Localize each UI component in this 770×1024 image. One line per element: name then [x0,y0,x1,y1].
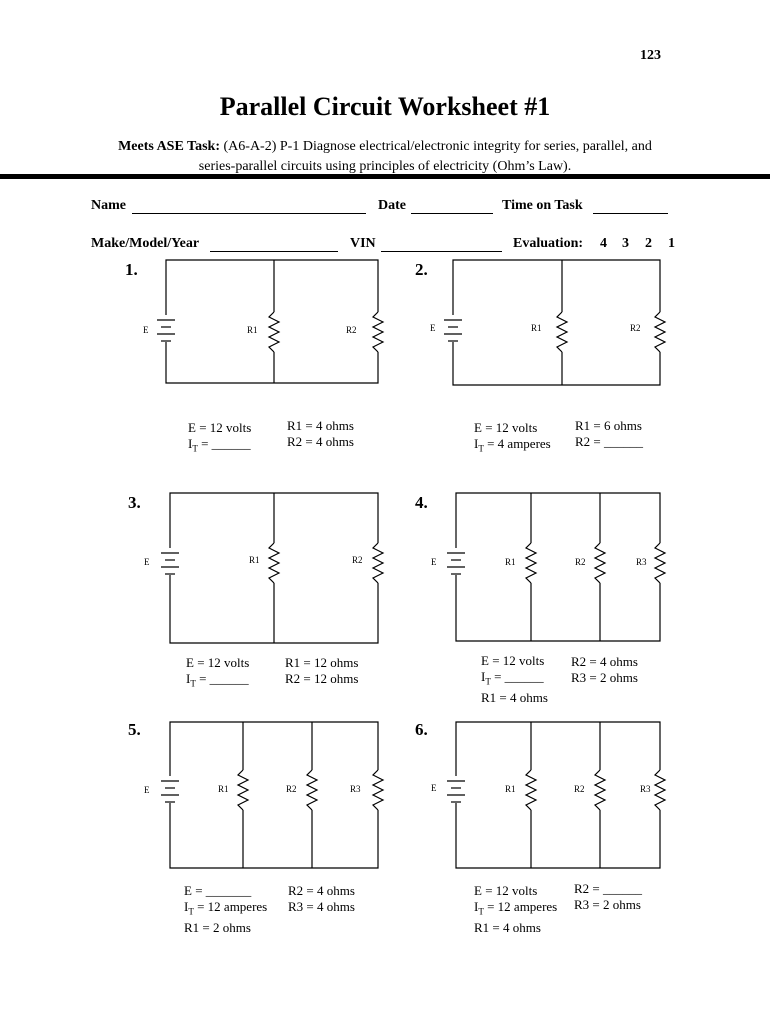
circuit-5-r3-label: R3 [350,784,361,794]
circuit-1 [157,260,383,383]
battery-icon [157,320,175,341]
resistor-r2-icon [307,770,317,810]
problem-5-number: 5. [128,720,141,739]
given-value: R3 = 2 ohms [574,897,641,912]
circuit-2-source-label: E [430,323,436,333]
circuit-4-r1-label: R1 [505,557,516,567]
circuit-6-r3-label: R3 [640,784,651,794]
circuit-4-r3-label: R3 [636,557,647,567]
evaluation-label: Evaluation: [513,236,584,251]
problem-3-given-right [285,655,358,687]
circuit-3-r2-label: R2 [352,555,363,565]
circuit-5-r2-label: R2 [286,784,297,794]
resistor-r1-icon [269,312,279,352]
resistor-r1-icon [557,312,567,352]
circuit-5 [161,722,383,868]
problem-4-number: 4. [415,493,428,512]
time-on-task-label: Time on Task [502,198,583,213]
problem-2-number: 2. [415,260,428,279]
resistor-r1-icon [269,543,279,583]
given-value: R2 = 4 ohms [571,654,638,669]
total-current-value: $I_T = 12$ amperes [474,899,558,917]
problem-4-given-right [571,654,638,686]
problem-6-given-right [574,881,642,913]
given-value: R1 = 12 ohms [285,655,359,670]
circuit-2-r1-label: R1 [531,323,542,333]
circuit-6-r1-label: R1 [505,784,516,794]
battery-icon [447,781,465,802]
problem-6-given-left [474,883,557,936]
given-value: R2 = ______ [575,434,644,449]
circuit-1-r1-label: R1 [247,325,258,335]
given-value: R1 = 2 ohms [184,919,251,935]
problem-3-given-left [186,655,249,692]
date-label: Date [378,198,406,213]
circuit-3 [161,493,383,643]
evaluation-score-1[interactable]: 1 [668,236,675,251]
resistor-r3-icon [655,543,665,583]
given-value: R2 = 4 ohms [288,883,355,898]
given-value: R1 = 4 ohms [474,919,541,935]
circuit-6-r2-label: R2 [574,784,585,794]
page-number: 123 [640,48,661,63]
circuit-5-r1-label: R1 [218,784,229,794]
problem-1-given-right [287,418,354,450]
problem-3-number: 3. [128,493,141,512]
resistor-r1-icon [526,543,536,583]
problem-5-given-left [184,883,267,936]
resistor-r2-icon [373,312,383,352]
given-value: E = 12 volts [188,420,252,435]
ase-task-label: Meets ASE Task: [118,139,221,154]
total-current-value: $I_T$ = ______ [481,669,544,687]
vin-label: VIN [350,236,376,251]
circuit-6-source-label: E [431,783,437,793]
resistor-r2-icon [595,770,605,810]
resistor-r2-icon [595,543,605,583]
given-value: E = 12 volts [186,655,250,670]
given-value: R1 = 4 ohms [287,418,354,433]
total-current-value: $I_T = 12$ amperes [184,899,268,917]
evaluation-score-2[interactable]: 2 [645,236,652,251]
circuit-1-r2-label: R2 [346,325,357,335]
resistor-r3-icon [373,770,383,810]
circuit-4 [447,493,665,641]
resistor-r1-icon [238,770,248,810]
given-value: E = 12 volts [474,883,538,898]
given-value: R2 = 4 ohms [287,434,354,449]
given-value: R2 = ______ [574,881,643,896]
resistor-r3-icon [655,770,665,810]
circuit-3-source-label: E [144,557,150,567]
circuit-4-r2-label: R2 [575,557,586,567]
problem-1-given-left [188,420,251,457]
battery-icon [161,781,179,802]
given-value: R1 = 6 ohms [575,418,642,433]
ase-task-text-1: (A6-A-2) P-1 Diagnose electrical/electronic integrity for series, parallel, and [223,139,652,154]
name-label: Name [91,198,126,213]
battery-icon [161,553,179,574]
given-value: E = 12 volts [481,653,545,668]
problem-2-given-right [575,418,643,450]
evaluation-score-4[interactable]: 4 [600,236,607,251]
circuit-2-r2-label: R2 [630,323,641,333]
problem-6-number: 6. [415,720,428,739]
make-model-year-label: Make/Model/Year [91,236,200,251]
circuit-5-source-label: E [144,785,150,795]
given-value: R1 = 4 ohms [481,689,548,705]
circuit-6 [447,722,665,868]
given-value: E = 12 volts [474,420,538,435]
problem-5-given-right [288,883,355,915]
total-current-value: $I_T$ = ______ [186,671,249,689]
given-value: R3 = 2 ohms [571,670,638,685]
resistor-r2-icon [373,543,383,583]
given-value: E = _______ [184,883,252,898]
resistor-r1-icon [526,770,536,810]
battery-icon [447,553,465,574]
ase-task-text-2: series-parallel circuits using principles of electricity (Ohm’s Law). [198,159,572,174]
circuit-3-r1-label: R1 [249,555,260,565]
page-title: Parallel Circuit Worksheet #1 [219,92,551,121]
problem-1-number: 1. [125,260,138,279]
resistor-r2-icon [655,312,665,352]
battery-icon [444,320,462,341]
circuit-1-source-label: E [143,325,149,335]
problem-4-given-left [481,653,548,706]
evaluation-score-3[interactable]: 3 [622,236,629,251]
circuit-4-source-label: E [431,557,437,567]
problem-2-given-left [474,420,551,457]
total-current-value: $I_T$ = ______ [188,436,251,454]
given-value: R3 = 4 ohms [288,899,355,914]
given-value: R2 = 12 ohms [285,671,359,686]
total-current-value: $I_T = 4$ amperes [474,436,551,454]
